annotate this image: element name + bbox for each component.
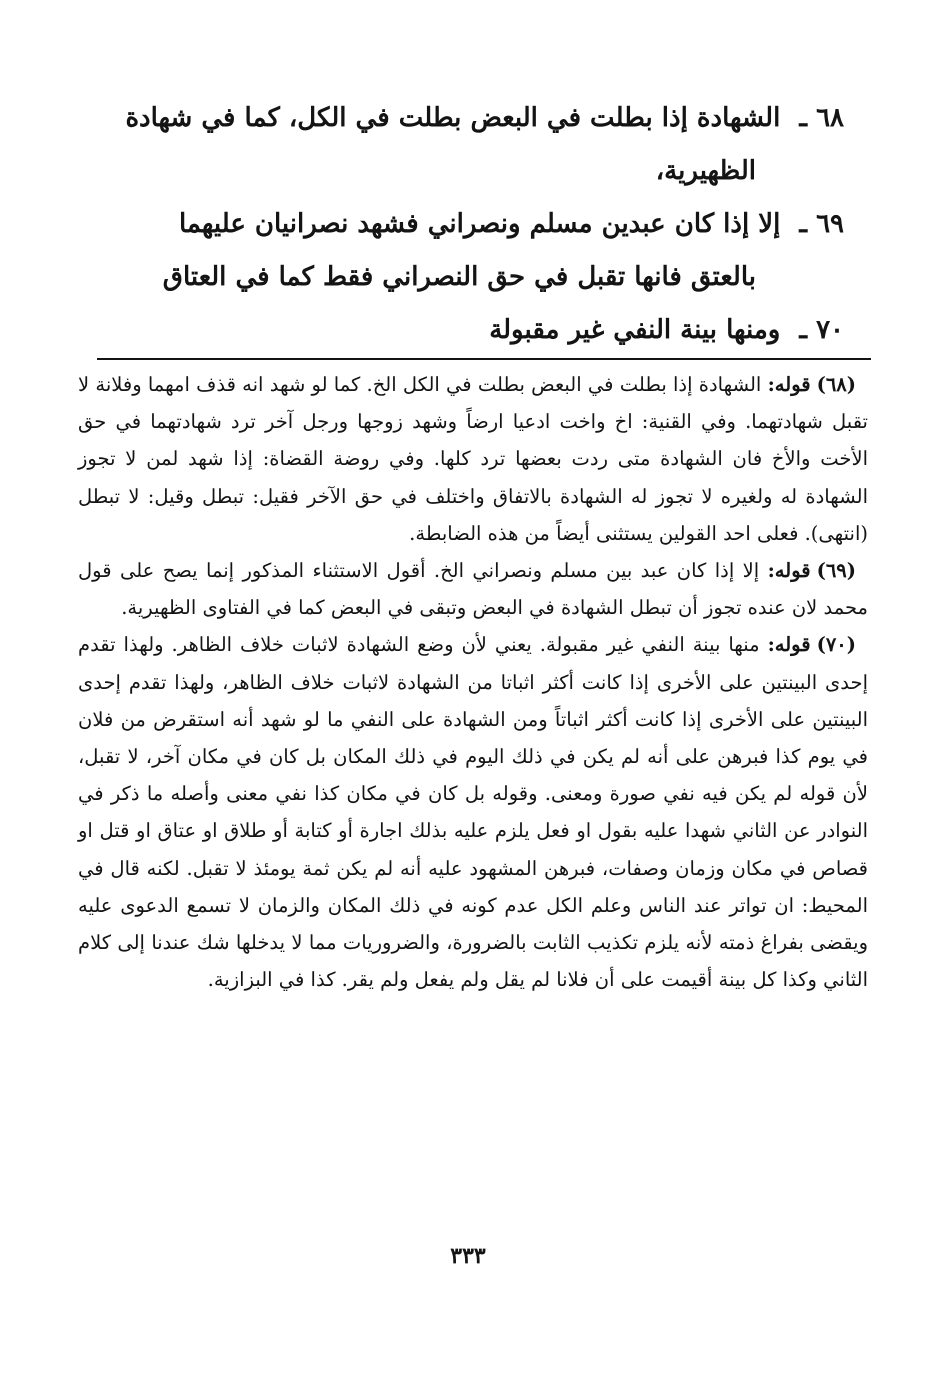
commentary-keyword: قوله: <box>767 373 811 396</box>
commentary-paragraph-70 <box>78 626 868 998</box>
commentary-ref: (٧٠) <box>816 633 856 657</box>
item-number: ٧٠ ـ <box>799 315 844 345</box>
commentary-text: الشهادة إذا بطلت في البعض بطلت في الكل الخ. كما لو شهد انه قذف امهما وفلانة لا تقبل شهادتهما. وفي القنية: اخ واخت ادعيا ارضاً وشهد زوجها ورجل آخر ترد شهادتهما في حق الأخت والأخ فان الشهادة متى ردت بعضها ترد كلها. وفي روضة القضاة: إذا شهد لمن لا تجوز الشهادة له ولغيره لا تجوز له الشهادة بالاتفاق واختلف في حق الآخر فقيل: تبطل وقيل: لا تبطل (انتهى). فعلى احد القولين يستثنى أيضاً من هذه الضابطة. <box>78 373 868 545</box>
commentary-keyword: قوله: <box>767 559 811 583</box>
item-continuation: الظهيرية، <box>655 156 756 186</box>
commentary-keyword: قوله: <box>767 633 811 657</box>
item-text: ومنها بينة النفي غير مقبولة <box>489 315 781 345</box>
commentary-paragraph-69 <box>78 552 868 626</box>
commentary <box>78 366 868 998</box>
main-text <box>100 92 844 357</box>
footnote-divider <box>97 358 871 360</box>
matn-item-70 <box>100 304 844 357</box>
item-number: ٦٨ ـ <box>799 103 844 133</box>
item-text: الشهادة إذا بطلت في البعض بطلت في الكل، كما في شهادة <box>125 103 781 133</box>
commentary-text: إلا إذا كان عبد بين مسلم ونصراني الخ. أقول الاستثناء المذكور إنما يصح على قول محمد لان عنده تجوز أن تبطل الشهادة في البعض وتبقى في البعض كما في الفتاوى الظهيرية. <box>78 559 868 620</box>
item-number: ٦٩ ـ <box>799 209 844 239</box>
commentary-ref: (٦٨) <box>816 373 857 396</box>
commentary-paragraph-68 <box>78 366 868 552</box>
matn-item-69 <box>100 198 844 304</box>
matn-item-68 <box>100 92 844 198</box>
page-number: ٣٣٣ <box>450 1243 486 1269</box>
commentary-text: منها بينة النفي غير مقبولة. يعني لأن وضع الشهادة لاثبات خلاف الظاهر. ولهذا تقدم إحدى البينتين على الأخرى إذا كانت أكثر اثباتا من الشهادة لاثبات خلاف الظاهر، ولهذا تقدم إحدى البينتين على الأخرى إذا كانت أكثر اثباتاً ومن الشهادة على النفي ما لو شهد أنه استقرض من فلان في يوم كذا فبرهن على أنه لم يكن في ذلك اليوم في ذلك المكان بل كان في مكان آخر، لا تقبل، لأن قوله لم يكن فيه نفي صورة ومعنى. وقوله بل كان في مكان كذا نفي معنى وأصله ما ذكر في النوادر عن الثاني شهدا عليه بقول او فعل يلزم عليه بذلك اجارة أو كتابة أو طلاق او عتاق او قتل او قصاص في مكان وزمان وصفات، فبرهن المشهود عليه أنه لم يكن ثمة يومئذ لا تقبل. لكنه قال في المحيط: ان تواتر عند الناس وعلم الكل عدم كونه في ذلك المكان والزمان لا تسمع الدعوى عليه ويقضى بفراغ ذمته لأنه يلزم تكذيب الثابت بالضرورة، والضروريات مما لا يدخلها شك عندنا إلى كلام الثاني وكذا كل بينة أقيمت على أن فلانا لم يقل ولم يفعل ولم يقر. كذا في البزازية. <box>78 633 868 992</box>
item-text: إلا إذا كان عبدين مسلم ونصراني فشهد نصرانيان عليهما <box>178 209 781 239</box>
commentary-ref: (٦٩) <box>816 559 857 583</box>
item-continuation: بالعتق فانها تقبل في حق النصراني فقط كما في العتاق <box>162 262 756 292</box>
